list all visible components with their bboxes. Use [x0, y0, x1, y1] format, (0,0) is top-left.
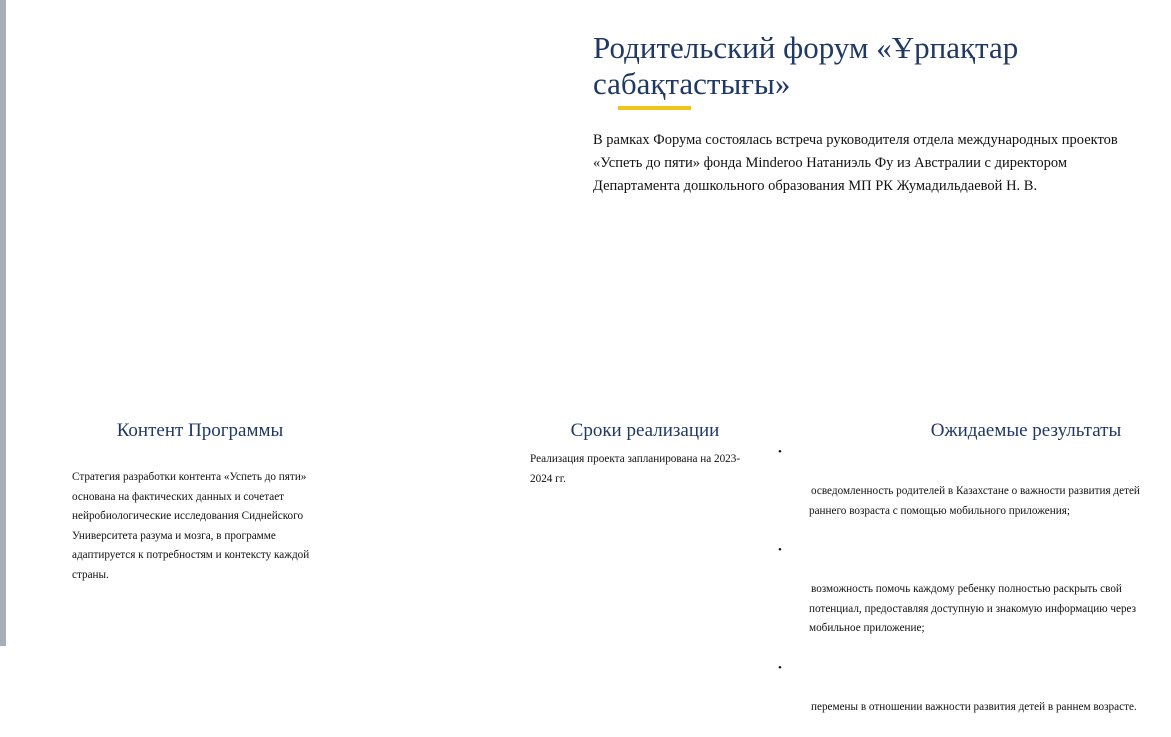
results-list-item	[778, 659, 1170, 737]
content-text: Стратегия разработки контента «Успеть до пяти» основана на фактических данных и сочетает нейробиологические исследования Сиднейского Университета разума и мозга, в программе адаптируется к потребностям и контексту каждой страны.	[72, 471, 310, 581]
title-accent-rule	[618, 106, 691, 110]
results-item-text: осведомленность родителей в Казахстане о важности развития детей раннего возраста с помощью мобильного приложения;	[809, 485, 1140, 517]
left-edge-bar	[0, 0, 6, 646]
results-item-text: возможность помочь каждому ребенку полностью раскрыть свой потенциал, предоставляя доступную и знакомую информацию через мобильное приложение;	[809, 583, 1137, 635]
terms-heading: Сроки реализации	[570, 420, 720, 441]
bullet-icon: •	[778, 446, 782, 458]
results-list-item	[778, 541, 1170, 659]
results-list	[778, 443, 1170, 737]
content-heading: Контент Программы	[116, 420, 284, 441]
bullet-icon: •	[778, 543, 782, 556]
bullet-icon: •	[778, 661, 782, 674]
results-list-item	[778, 443, 1170, 541]
results-heading: Ожидаемые результаты	[930, 420, 1122, 441]
intro-paragraph: В рамках Форума состоялась встреча руководителя отдела международных проектов «Успеть до пяти» фонда Minderoo Натаниэль Фу из Австралии с директором Департамента дошкольного образования МП РК Жумадильдаевой Н. В.	[593, 132, 1118, 194]
terms-text: Реализация проекта запланирована на 2023- 2024 гг.	[530, 453, 741, 485]
results-item-text: перемены в отношении важности развития детей в раннем возрасте.	[811, 700, 1137, 713]
page-title: Родительский форум «Ұрпақтар сабақтастығы»	[593, 30, 1019, 101]
